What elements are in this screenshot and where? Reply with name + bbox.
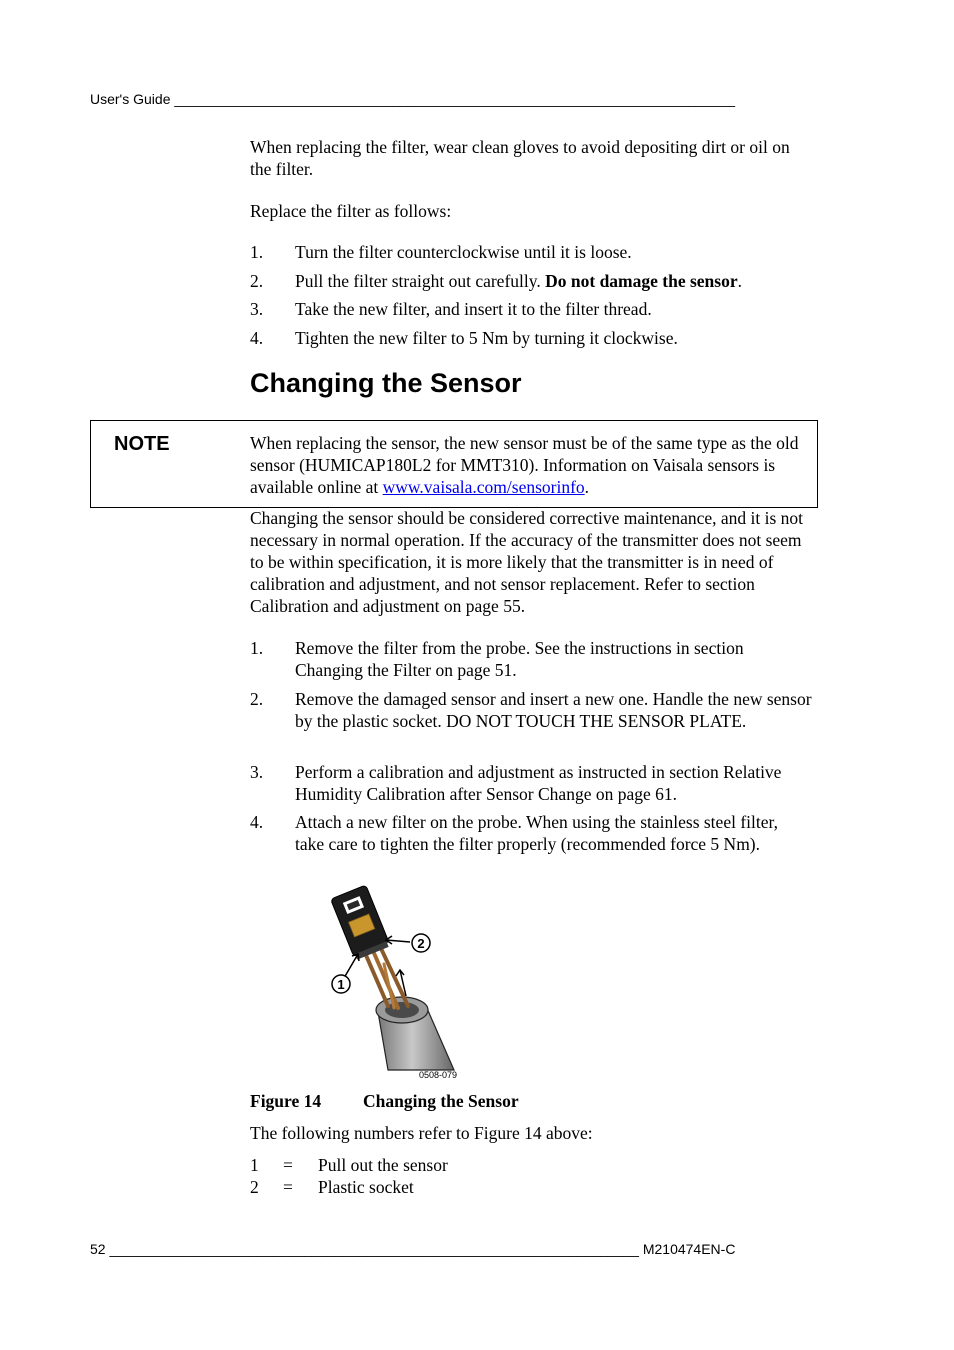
legend-number: 1: [250, 1155, 259, 1175]
intro-gloves-paragraph: When replacing the filter, wear clean gloves to avoid depositing dirt or oil on the filter.: [250, 137, 790, 179]
note-box: [90, 420, 818, 508]
plastic-socket: [331, 885, 391, 960]
step-text: Remove the damaged sensor and insert a new one. Handle the new sensor by the plastic socket. DO NOT TOUCH THE SENSOR PLATE.: [295, 689, 812, 731]
header-rule: ________________________________________________________________________: [174, 91, 735, 107]
note-text-body: When replacing the sensor, the new sensor must be of the same type as the old sensor (HUMICAP180L2 for MMT310). Information on Vaisala sensors is available online at: [250, 433, 799, 497]
section-title: Changing the Sensor: [250, 368, 522, 398]
document-code: M210474EN-C: [642, 1241, 736, 1257]
step-text: [295, 270, 815, 292]
image-code: 0508-079: [419, 1070, 458, 1080]
socket-arrow: [386, 936, 410, 944]
legend-equals: =: [283, 1177, 293, 1197]
footer-rule: ____________________________________________________________________: [109, 1241, 639, 1257]
note-text-end: .: [584, 477, 590, 497]
step-text: Perform a calibration and adjustment as instructed in section Relative Humidity Calibration after Sensor Change on page 61.: [295, 762, 782, 804]
step-number: 4.: [250, 328, 264, 348]
step-number: 4.: [250, 812, 264, 832]
legend-text: Plastic socket: [318, 1177, 414, 1197]
page-header: [90, 91, 735, 107]
figure-caption-label: Figure 14: [250, 1091, 322, 1111]
figure-caption-title: Changing the Sensor: [363, 1091, 519, 1111]
callout-1-label: 1: [337, 977, 345, 992]
step-number: 3.: [250, 299, 264, 319]
legend-text: Pull out the sensor: [318, 1155, 448, 1175]
step-text-bold: Do not damage the sensor: [545, 271, 738, 291]
header-title: User's Guide: [90, 91, 171, 107]
step-number: 2.: [250, 689, 264, 709]
note-label: NOTE: [114, 433, 170, 455]
page-footer: [90, 1241, 735, 1257]
step-text: Remove the filter from the probe. See the instructions in section Changing the Filter on page 51.: [295, 638, 744, 680]
callout-1: [332, 975, 350, 993]
step-text-plain: Pull the filter straight out carefully.: [295, 271, 546, 291]
legend-intro: The following numbers refer to Figure 14 above:: [250, 1123, 593, 1143]
step-number: 1.: [250, 242, 264, 262]
step-number: 2.: [250, 271, 264, 291]
step-text: Take the new filter, and insert it to the filter thread.: [295, 299, 652, 319]
sensor-change-illustration: [300, 884, 480, 1084]
step-number: 1.: [250, 638, 264, 658]
step-text: Turn the filter counterclockwise until it is loose.: [295, 242, 632, 262]
sensorinfo-link[interactable]: www.vaisala.com/sensorinfo: [382, 477, 585, 497]
callout-2-label: 2: [417, 936, 425, 951]
step-text: Tighten the new filter to 5 Nm by turning it clockwise.: [295, 328, 678, 348]
intro-replace-paragraph: Replace the filter as follows:: [250, 201, 452, 221]
step-text-end: .: [737, 271, 742, 291]
callout-2: [412, 934, 430, 952]
step-text: Attach a new filter on the probe. When using the stainless steel filter, take care to tighten the filter properly (recommended force 5 Nm).: [295, 812, 779, 854]
note-text: [250, 432, 812, 498]
body-paragraph: Changing the sensor should be considered corrective maintenance, and it is not necessary in normal operation. If the accuracy of the transmitter does not seem to be within specification, it is more likely that the transmitter is in need of calibration and adjustment, and not sensor replacement. Refer to section Calibration and adjustment on page 55.: [250, 508, 804, 616]
legend-equals: =: [283, 1155, 293, 1175]
legend-number: 2: [250, 1177, 259, 1197]
step-number: 3.: [250, 762, 264, 782]
page-number: 52: [90, 1241, 106, 1257]
